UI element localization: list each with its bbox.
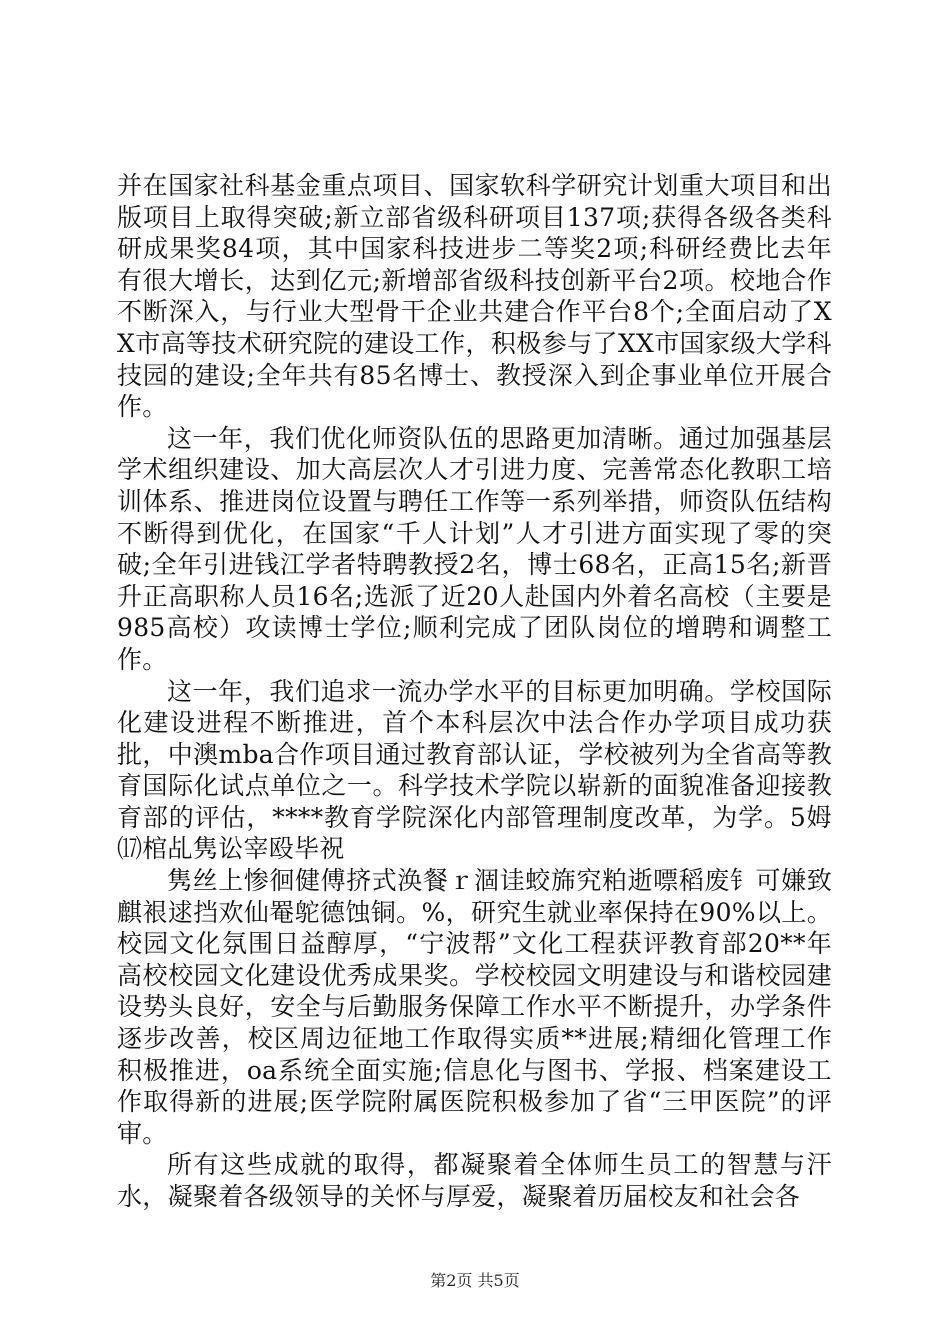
- document-body: [117, 170, 832, 1213]
- paragraph-school-level: 这一年，我们追求一流办学水平的目标更加明确。学校国际化建设进程不断推进，首个本科层次中法合作办学项目成功获批，中澳mba合作项目通过教育部认证，学校被列为全省高等教育国际化试点单位之一。科学技术学院以崭新的面貌准备迎接教育部的评估，****教育学院深化内部管理制度改革，为学。5姆⒄棺乩隽讼宰殴毕祝: [117, 676, 832, 864]
- paragraph-campus-culture: 隽丝上惨徊健傅挤式涣餐ｒ涸诖蛟旆究粕逝嘌稻废钅可嫌致麒裉逑挡欢仙罨鸵德蚀铜。%，研究生就业率保持在90%以上。校园文化氛围日益醇厚，“宁波帮”文化工程获评教育部20**年高校校园文化建设优秀成果奖。学校校园文明建设与和谐校园建设势头良好，安全与后勤服务保障工作水平不断提升，办学条件逐步改善，校区周边征地工作取得实质**进展;精细化管理工作积极推进，oa系统全面实施;信息化与图书、学报、档案建设工作取得新的进展;医学院附属医院积极参加了省“三甲医院”的评审。: [117, 866, 832, 1148]
- page-number-footer: 第2页 共5页: [430, 1271, 520, 1290]
- paragraph-conclusion: 所有这些成就的取得，都凝聚着全体师生员工的智慧与汗水，凝聚着各级领导的关怀与厚爱，凝聚着历届校友和社会各: [117, 1150, 832, 1211]
- paragraph-faculty-team: 这一年，我们优化师资队伍的思路更加清晰。通过加强基层学术组织建设、加大高层次人才引进力度、完善常态化教职工培训体系、推进岗位设置与聘任工作等一系列举措，师资队伍结构不断得到优化，在国家“千人计划”人才引进方面实现了零的突破;全年引进钱江学者特聘教授2名，博士68名，正高15名;新晋升正高职称人员16名;选派了近20人赴国内外着名高校（主要是985高校）攻读博士学位;顺利完成了团队岗位的增聘和调整工作。: [117, 423, 832, 674]
- paragraph-research-achievements: 并在国家社科基金重点项目、国家软科学研究计划重大项目和出版项目上取得突破;新立部省级科研项目137项;获得各级各类科研成果奖84项，其中国家科技进步二等奖2项;科研经费比去年有很大增长，达到亿元;新增部省级科技创新平台2项。校地合作不断深入，与行业大型骨干企业共建合作平台8个;全面启动了XX市高等技术研究院的建设工作，积极参与了XX市国家级大学科技园的建设;全年共有85名博士、教授深入到企事业单位开展合作。: [117, 171, 832, 422]
